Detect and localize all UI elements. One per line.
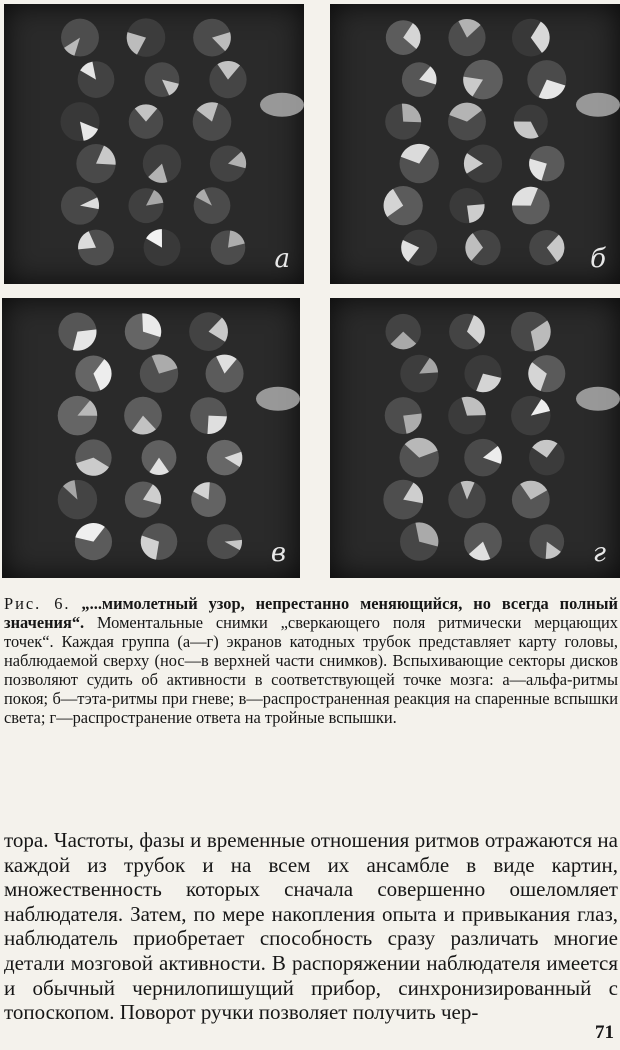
electrode-disc	[127, 18, 166, 57]
electrode-disc	[448, 103, 486, 141]
electrode-disc	[128, 188, 163, 223]
electrode-disc	[210, 145, 246, 181]
electrode-disc	[529, 440, 565, 476]
electrode-disc	[528, 355, 565, 392]
electrode-disc	[61, 19, 99, 57]
figure-panel-d	[330, 298, 620, 578]
caption-label: Рис. 6.	[4, 594, 71, 613]
electrode-disc	[383, 480, 423, 520]
electrode-disc	[61, 187, 99, 225]
electrode-disc	[464, 439, 502, 477]
electrode-disc	[385, 104, 421, 140]
electrode-disc	[401, 230, 437, 266]
panel-letter-c: в	[270, 538, 286, 568]
electrode-disc	[78, 61, 115, 98]
electrode-disc	[129, 104, 164, 139]
electrode-disc	[75, 439, 111, 475]
page-number: 71	[595, 1022, 614, 1043]
electrode-disc	[512, 19, 550, 57]
electrode-disc	[207, 524, 242, 559]
electrode-disc	[514, 105, 548, 139]
panel-letter-d: г	[592, 538, 606, 568]
disc-grid-c	[2, 298, 300, 578]
electrode-disc	[191, 482, 226, 517]
gauge-indicator	[576, 387, 620, 411]
electrode-disc	[206, 355, 244, 393]
electrode-disc	[463, 60, 503, 100]
electrode-disc	[529, 524, 564, 559]
electrode-disc	[125, 481, 161, 517]
gauge-indicator	[260, 93, 304, 117]
electrode-disc	[511, 312, 551, 352]
electrode-disc	[464, 145, 502, 183]
electrode-disc	[75, 355, 111, 391]
electrode-disc	[527, 60, 566, 99]
electrode-disc	[190, 397, 227, 434]
figure-panel-a	[4, 4, 304, 284]
caption-quote: „...мимолетный узор, непрестанно меняющийся, но всегда полный значения“.	[4, 594, 618, 632]
electrode-disc	[402, 62, 437, 97]
disc-grid-a	[4, 4, 304, 284]
electrode-disc	[78, 230, 114, 266]
electrode-disc	[385, 397, 422, 434]
electrode-disc	[189, 312, 228, 351]
electrode-disc	[211, 230, 246, 265]
figure-panel-c	[2, 298, 300, 578]
electrode-disc	[400, 144, 439, 183]
electrode-disc	[193, 102, 232, 141]
body-paragraph: тора. Частоты, фазы и временные отношения ритмов отражаются на каждой из трубок и на всем их ансамбле в виде картин, множественность которых сначала совершенно ошеломляет наблюдателя. Затем, по мере накопления опыта и привыкания глаз, наблюдатель приобретает способность сразу различать многие детали мозговой активности. В распоряжении наблюдателя имеется и обычный чернилопишущий прибор, синхронизированный с топоскопом. Поворот ручки позволяет получить чер-	[4, 828, 618, 1025]
electrode-disc	[464, 523, 502, 561]
electrode-disc	[448, 19, 485, 56]
electrode-disc	[400, 355, 438, 393]
electrode-disc	[464, 355, 501, 392]
electrode-disc	[512, 187, 550, 225]
electrode-disc	[209, 61, 246, 98]
electrode-disc	[207, 440, 243, 476]
electrode-disc	[399, 438, 438, 477]
electrode-disc	[76, 144, 115, 183]
electrode-disc	[385, 314, 420, 349]
electrode-disc	[142, 440, 177, 475]
electrode-disc	[512, 481, 550, 519]
electrode-disc	[194, 187, 231, 224]
electrode-disc	[465, 230, 500, 265]
electrode-disc	[529, 146, 564, 181]
figure-caption	[4, 594, 618, 727]
electrode-disc	[58, 313, 96, 351]
electrode-disc	[124, 397, 162, 435]
gauge-indicator	[256, 387, 300, 411]
disc-grid-b	[330, 4, 620, 284]
electrode-disc	[125, 313, 161, 349]
electrode-disc	[140, 354, 178, 392]
electrode-disc	[58, 480, 97, 519]
electrode-disc	[193, 19, 231, 57]
electrode-disc	[58, 396, 97, 435]
caption-text: Моментальные снимки „сверкающего поля ритмически мерцающих точек“. Каждая группа (а—г) экранов катодных трубок представляет карту головы, наблюдаемой сверху (нос—в верхней части снимков). Вспыхивающие секторы дисков позволяют судить об активности в соответствующей точке мозга: а—альфа-ритмы покоя; б—тэта-ритмы при гневе; в—распространенная реакция на спаренные вспышки света; г—распространение ответа на тройные вспышки.	[4, 613, 618, 727]
figure-panel-b	[330, 4, 620, 284]
panel-letter-b: б	[590, 244, 606, 274]
electrode-disc	[448, 481, 485, 518]
electrode-disc	[145, 62, 180, 97]
disc-grid-d	[330, 298, 620, 578]
electrode-disc	[144, 229, 181, 266]
electrode-disc	[141, 523, 178, 560]
electrode-disc	[75, 523, 112, 560]
electrode-disc	[400, 522, 438, 560]
panel-letter-a: а	[274, 244, 290, 274]
electrode-disc	[60, 102, 99, 141]
electrode-disc	[449, 188, 484, 223]
electrode-disc	[448, 397, 486, 435]
electrode-disc	[143, 144, 181, 182]
gauge-indicator	[576, 93, 620, 117]
electrode-disc	[384, 186, 423, 225]
electrode-disc	[386, 20, 421, 55]
electrode-disc	[529, 230, 564, 265]
electrode-disc	[511, 396, 550, 435]
electrode-disc	[449, 314, 485, 350]
